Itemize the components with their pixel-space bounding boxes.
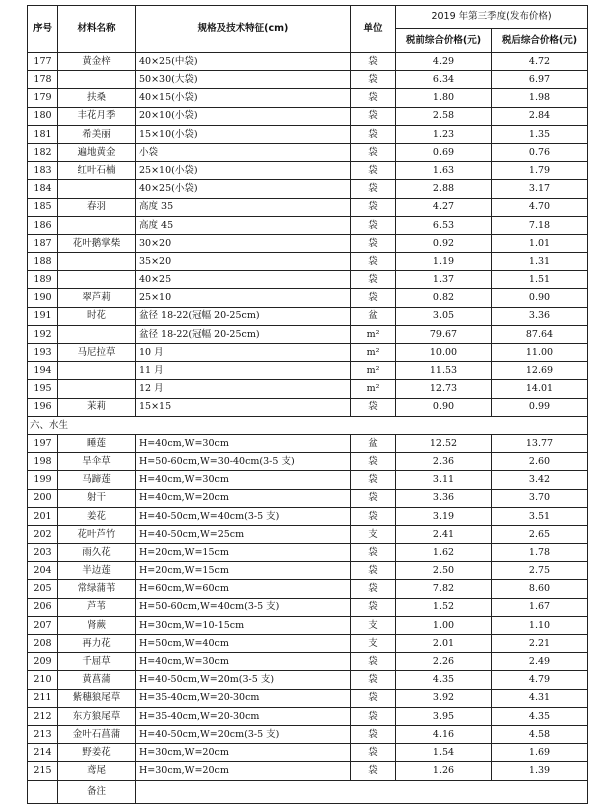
row-number: 184 <box>28 180 58 198</box>
material-name <box>58 362 136 380</box>
pre-tax-price: 2.88 <box>396 180 492 198</box>
material-name: 春羽 <box>58 198 136 216</box>
post-tax-price: 0.90 <box>492 289 588 307</box>
row-number: 205 <box>28 580 58 598</box>
table-row <box>28 580 588 598</box>
section-label: 六、水生 <box>28 416 588 434</box>
unit-cell: 袋 <box>351 107 396 125</box>
table-row <box>28 635 588 653</box>
unit-cell: 袋 <box>351 289 396 307</box>
note-content-cell <box>136 780 588 803</box>
table-row <box>28 689 588 707</box>
row-number: 206 <box>28 598 58 616</box>
section-row-group <box>28 416 588 434</box>
material-name: 花叶鹅掌柴 <box>58 234 136 252</box>
row-number: 186 <box>28 216 58 234</box>
header-post-tax: 税后综合价格(元) <box>492 29 588 53</box>
table-row <box>28 89 588 107</box>
post-tax-price: 2.84 <box>492 107 588 125</box>
material-name: 马蹄莲 <box>58 471 136 489</box>
unit-cell: m² <box>351 362 396 380</box>
table-row <box>28 453 588 471</box>
spec-cell: H=50-60cm,W=40cm(3-5 支) <box>136 598 351 616</box>
unit-cell: 袋 <box>351 671 396 689</box>
row-number: 208 <box>28 635 58 653</box>
table-row <box>28 162 588 180</box>
spec-cell: 高度 45 <box>136 216 351 234</box>
row-number: 192 <box>28 325 58 343</box>
post-tax-price: 1.31 <box>492 253 588 271</box>
post-tax-price: 0.76 <box>492 143 588 161</box>
material-name <box>58 380 136 398</box>
pre-tax-price: 4.16 <box>396 725 492 743</box>
material-name: 翠芦莉 <box>58 289 136 307</box>
row-number: 207 <box>28 616 58 634</box>
spec-cell: 40×25 <box>136 271 351 289</box>
unit-cell: 袋 <box>351 216 396 234</box>
pre-tax-price: 2.58 <box>396 107 492 125</box>
spec-cell: H=40cm,W=30cm <box>136 471 351 489</box>
post-tax-price: 1.51 <box>492 271 588 289</box>
unit-cell: 袋 <box>351 762 396 780</box>
unit-cell: 袋 <box>351 471 396 489</box>
post-tax-price: 1.10 <box>492 616 588 634</box>
post-tax-price: 2.75 <box>492 562 588 580</box>
material-name <box>58 325 136 343</box>
header-unit: 单位 <box>351 6 396 53</box>
unit-cell: 袋 <box>351 453 396 471</box>
row-number: 177 <box>28 53 58 71</box>
material-name: 东方狼尾草 <box>58 707 136 725</box>
spec-cell: H=40-50cm,W=20m(3-5 支) <box>136 671 351 689</box>
pre-tax-price: 1.62 <box>396 544 492 562</box>
material-name: 紫穗狼尾草 <box>58 689 136 707</box>
table-row <box>28 562 588 580</box>
post-tax-price: 6.97 <box>492 71 588 89</box>
row-number: 199 <box>28 471 58 489</box>
unit-cell: 袋 <box>351 53 396 71</box>
pre-tax-price: 7.82 <box>396 580 492 598</box>
material-name: 半边莲 <box>58 562 136 580</box>
row-number: 214 <box>28 744 58 762</box>
row-number: 191 <box>28 307 58 325</box>
pre-tax-price: 0.92 <box>396 234 492 252</box>
row-number: 196 <box>28 398 58 416</box>
row-number: 204 <box>28 562 58 580</box>
material-price-table <box>27 5 588 804</box>
unit-cell: 袋 <box>351 744 396 762</box>
unit-cell: 袋 <box>351 653 396 671</box>
table-row <box>28 507 588 525</box>
spec-cell: H=40-50cm,W=20cm(3-5 支) <box>136 725 351 743</box>
post-tax-price: 0.99 <box>492 398 588 416</box>
unit-cell: 支 <box>351 635 396 653</box>
post-tax-price: 3.51 <box>492 507 588 525</box>
row-number: 198 <box>28 453 58 471</box>
row-number: 213 <box>28 725 58 743</box>
spec-cell: H=40-50cm,W=40cm(3-5 支) <box>136 507 351 525</box>
note-blank-cell <box>28 780 58 803</box>
table-header <box>28 6 588 53</box>
material-name: 希美丽 <box>58 125 136 143</box>
spec-cell: H=40cm,W=30cm <box>136 653 351 671</box>
table-row <box>28 107 588 125</box>
post-tax-price: 1.69 <box>492 744 588 762</box>
post-tax-price: 3.42 <box>492 471 588 489</box>
spec-cell: 25×10(小袋) <box>136 162 351 180</box>
unit-cell: 袋 <box>351 271 396 289</box>
unit-cell: 盆 <box>351 434 396 452</box>
spec-cell: H=30cm,W=10-15cm <box>136 616 351 634</box>
spec-cell: 25×10 <box>136 289 351 307</box>
pre-tax-price: 11.53 <box>396 362 492 380</box>
pre-tax-price: 1.26 <box>396 762 492 780</box>
pre-tax-price: 2.36 <box>396 453 492 471</box>
spec-cell: 盆径 18-22(冠幅 20-25cm) <box>136 325 351 343</box>
table-row <box>28 180 588 198</box>
row-number: 215 <box>28 762 58 780</box>
pre-tax-price: 4.29 <box>396 53 492 71</box>
material-name <box>58 71 136 89</box>
post-tax-price: 11.00 <box>492 344 588 362</box>
table-row <box>28 198 588 216</box>
pre-tax-price: 1.52 <box>396 598 492 616</box>
unit-cell: 袋 <box>351 71 396 89</box>
table-row <box>28 307 588 325</box>
pre-tax-price: 10.00 <box>396 344 492 362</box>
spec-cell: H=20cm,W=15cm <box>136 562 351 580</box>
table-row <box>28 71 588 89</box>
row-number: 195 <box>28 380 58 398</box>
table-row <box>28 434 588 452</box>
post-tax-price: 1.67 <box>492 598 588 616</box>
unit-cell: 袋 <box>351 125 396 143</box>
table-row <box>28 143 588 161</box>
unit-cell: 袋 <box>351 180 396 198</box>
material-name: 雨久花 <box>58 544 136 562</box>
post-tax-price: 3.36 <box>492 307 588 325</box>
pre-tax-price: 2.41 <box>396 525 492 543</box>
note-label: 备注 <box>58 780 136 803</box>
pre-tax-price: 1.80 <box>396 89 492 107</box>
row-number: 194 <box>28 362 58 380</box>
material-name <box>58 216 136 234</box>
spec-cell: H=40-50cm,W=25cm <box>136 525 351 543</box>
unit-cell: 袋 <box>351 162 396 180</box>
post-tax-price: 2.49 <box>492 653 588 671</box>
unit-cell: 袋 <box>351 489 396 507</box>
post-tax-price: 87.64 <box>492 325 588 343</box>
spec-cell: H=35-40cm,W=20-30cm <box>136 707 351 725</box>
post-tax-price: 4.58 <box>492 725 588 743</box>
table-row <box>28 362 588 380</box>
material-name: 芦苇 <box>58 598 136 616</box>
post-tax-price: 13.77 <box>492 434 588 452</box>
post-tax-price: 1.35 <box>492 125 588 143</box>
table-row <box>28 216 588 234</box>
table-row <box>28 725 588 743</box>
spec-cell: H=30cm,W=20cm <box>136 762 351 780</box>
material-name: 金叶石菖蒲 <box>58 725 136 743</box>
pre-tax-price: 4.35 <box>396 671 492 689</box>
material-name: 再力花 <box>58 635 136 653</box>
note-row-group <box>28 780 588 803</box>
table-row <box>28 616 588 634</box>
unit-cell: 袋 <box>351 562 396 580</box>
row-number: 179 <box>28 89 58 107</box>
section-row <box>28 416 588 434</box>
pre-tax-price: 0.82 <box>396 289 492 307</box>
pre-tax-price: 3.92 <box>396 689 492 707</box>
material-name: 黄菖蒲 <box>58 671 136 689</box>
table-row <box>28 762 588 780</box>
row-number: 190 <box>28 289 58 307</box>
row-number: 180 <box>28 107 58 125</box>
post-tax-price: 4.31 <box>492 689 588 707</box>
post-tax-price: 1.39 <box>492 762 588 780</box>
material-name: 扶桑 <box>58 89 136 107</box>
table-row <box>28 289 588 307</box>
spec-cell: 30×20 <box>136 234 351 252</box>
material-name <box>58 180 136 198</box>
pre-tax-price: 6.34 <box>396 71 492 89</box>
material-name: 千屈草 <box>58 653 136 671</box>
material-name <box>58 271 136 289</box>
table-row <box>28 398 588 416</box>
table-body-ornamental <box>28 53 588 417</box>
post-tax-price: 3.70 <box>492 489 588 507</box>
material-name: 时花 <box>58 307 136 325</box>
post-tax-price: 7.18 <box>492 216 588 234</box>
unit-cell: 袋 <box>351 544 396 562</box>
unit-cell: 支 <box>351 525 396 543</box>
spec-cell: H=20cm,W=15cm <box>136 544 351 562</box>
material-name: 遍地黄金 <box>58 143 136 161</box>
table-row <box>28 544 588 562</box>
row-number: 203 <box>28 544 58 562</box>
spec-cell: H=30cm,W=20cm <box>136 744 351 762</box>
spec-cell: H=40cm,W=20cm <box>136 489 351 507</box>
post-tax-price: 1.01 <box>492 234 588 252</box>
pre-tax-price: 0.69 <box>396 143 492 161</box>
unit-cell: 袋 <box>351 198 396 216</box>
post-tax-price: 1.78 <box>492 544 588 562</box>
unit-cell: 袋 <box>351 143 396 161</box>
unit-cell: 袋 <box>351 689 396 707</box>
pre-tax-price: 1.23 <box>396 125 492 143</box>
spec-cell: 10 月 <box>136 344 351 362</box>
unit-cell: 支 <box>351 616 396 634</box>
table-row <box>28 125 588 143</box>
header-spec: 规格及技术特征(cm) <box>136 6 351 53</box>
material-name: 姜花 <box>58 507 136 525</box>
spec-cell: 小袋 <box>136 143 351 161</box>
post-tax-price: 4.70 <box>492 198 588 216</box>
table-row <box>28 598 588 616</box>
header-name: 材料名称 <box>58 6 136 53</box>
pre-tax-price: 0.90 <box>396 398 492 416</box>
unit-cell: 袋 <box>351 234 396 252</box>
unit-cell: 袋 <box>351 725 396 743</box>
pre-tax-price: 1.37 <box>396 271 492 289</box>
material-name: 黄金梓 <box>58 53 136 71</box>
post-tax-price: 4.35 <box>492 707 588 725</box>
table-row <box>28 253 588 271</box>
row-number: 211 <box>28 689 58 707</box>
pre-tax-price: 79.67 <box>396 325 492 343</box>
post-tax-price: 12.69 <box>492 362 588 380</box>
post-tax-price: 4.79 <box>492 671 588 689</box>
unit-cell: m² <box>351 325 396 343</box>
spec-cell: 50×30(大袋) <box>136 71 351 89</box>
spec-cell: 盆径 18-22(冠幅 20-25cm) <box>136 307 351 325</box>
row-number: 201 <box>28 507 58 525</box>
spec-cell: H=50cm,W=40cm <box>136 635 351 653</box>
spec-cell: H=60cm,W=60cm <box>136 580 351 598</box>
material-name: 马尼拉草 <box>58 344 136 362</box>
spec-cell: 高度 35 <box>136 198 351 216</box>
material-name: 常绿蒲苇 <box>58 580 136 598</box>
table-row <box>28 707 588 725</box>
post-tax-price: 4.72 <box>492 53 588 71</box>
unit-cell: 袋 <box>351 507 396 525</box>
pre-tax-price: 3.05 <box>396 307 492 325</box>
note-row <box>28 780 588 803</box>
spec-cell: 15×10(小袋) <box>136 125 351 143</box>
pre-tax-price: 3.36 <box>396 489 492 507</box>
spec-cell: 35×20 <box>136 253 351 271</box>
spec-cell: H=40cm,W=30cm <box>136 434 351 452</box>
spec-cell: 40×25(中袋) <box>136 53 351 71</box>
table-row <box>28 271 588 289</box>
table-row <box>28 471 588 489</box>
table-row <box>28 53 588 71</box>
material-name: 睡莲 <box>58 434 136 452</box>
unit-cell: 袋 <box>351 707 396 725</box>
row-number: 185 <box>28 198 58 216</box>
material-name: 野姜花 <box>58 744 136 762</box>
material-name: 鸢尾 <box>58 762 136 780</box>
table-row <box>28 234 588 252</box>
material-name: 茉莉 <box>58 398 136 416</box>
row-number: 200 <box>28 489 58 507</box>
unit-cell: 袋 <box>351 253 396 271</box>
table-row <box>28 744 588 762</box>
post-tax-price: 2.65 <box>492 525 588 543</box>
material-name <box>58 253 136 271</box>
post-tax-price: 3.17 <box>492 180 588 198</box>
material-name: 射干 <box>58 489 136 507</box>
spec-cell: H=50-60cm,W=30-40cm(3-5 支) <box>136 453 351 471</box>
pre-tax-price: 12.52 <box>396 434 492 452</box>
pre-tax-price: 1.19 <box>396 253 492 271</box>
unit-cell: 袋 <box>351 598 396 616</box>
spec-cell: 11 月 <box>136 362 351 380</box>
spec-cell: 20×10(小袋) <box>136 107 351 125</box>
header-no: 序号 <box>28 6 58 53</box>
pre-tax-price: 1.63 <box>396 162 492 180</box>
row-number: 209 <box>28 653 58 671</box>
pre-tax-price: 2.26 <box>396 653 492 671</box>
table-row <box>28 525 588 543</box>
spec-cell: H=35-40cm,W=20-30cm <box>136 689 351 707</box>
unit-cell: 袋 <box>351 89 396 107</box>
table-row <box>28 380 588 398</box>
pre-tax-price: 3.11 <box>396 471 492 489</box>
pre-tax-price: 2.01 <box>396 635 492 653</box>
row-number: 188 <box>28 253 58 271</box>
spec-cell: 40×15(小袋) <box>136 89 351 107</box>
row-number: 181 <box>28 125 58 143</box>
table-row <box>28 344 588 362</box>
post-tax-price: 8.60 <box>492 580 588 598</box>
price-table-page <box>27 5 587 804</box>
table-row <box>28 653 588 671</box>
pre-tax-price: 3.19 <box>396 507 492 525</box>
row-number: 182 <box>28 143 58 161</box>
pre-tax-price: 3.95 <box>396 707 492 725</box>
pre-tax-price: 6.53 <box>396 216 492 234</box>
header-period: 2019 年第三季度(发布价格) <box>396 6 588 29</box>
unit-cell: 盆 <box>351 307 396 325</box>
material-name: 花叶芦竹 <box>58 525 136 543</box>
row-number: 202 <box>28 525 58 543</box>
post-tax-price: 14.01 <box>492 380 588 398</box>
unit-cell: 袋 <box>351 398 396 416</box>
post-tax-price: 2.21 <box>492 635 588 653</box>
material-name: 丰花月季 <box>58 107 136 125</box>
spec-cell: 12 月 <box>136 380 351 398</box>
row-number: 193 <box>28 344 58 362</box>
pre-tax-price: 1.00 <box>396 616 492 634</box>
spec-cell: 15×15 <box>136 398 351 416</box>
pre-tax-price: 12.73 <box>396 380 492 398</box>
pre-tax-price: 1.54 <box>396 744 492 762</box>
unit-cell: m² <box>351 380 396 398</box>
pre-tax-price: 4.27 <box>396 198 492 216</box>
spec-cell: 40×25(小袋) <box>136 180 351 198</box>
table-row <box>28 325 588 343</box>
material-name: 旱伞草 <box>58 453 136 471</box>
post-tax-price: 1.98 <box>492 89 588 107</box>
table-body-aquatic <box>28 434 588 780</box>
post-tax-price: 1.79 <box>492 162 588 180</box>
row-number: 212 <box>28 707 58 725</box>
table-row <box>28 489 588 507</box>
row-number: 189 <box>28 271 58 289</box>
pre-tax-price: 2.50 <box>396 562 492 580</box>
row-number: 178 <box>28 71 58 89</box>
unit-cell: m² <box>351 344 396 362</box>
post-tax-price: 2.60 <box>492 453 588 471</box>
material-name: 肾蕨 <box>58 616 136 634</box>
row-number: 210 <box>28 671 58 689</box>
row-number: 197 <box>28 434 58 452</box>
row-number: 183 <box>28 162 58 180</box>
row-number: 187 <box>28 234 58 252</box>
unit-cell: 袋 <box>351 580 396 598</box>
material-name: 红叶石楠 <box>58 162 136 180</box>
header-pre-tax: 税前综合价格(元) <box>396 29 492 53</box>
table-row <box>28 671 588 689</box>
